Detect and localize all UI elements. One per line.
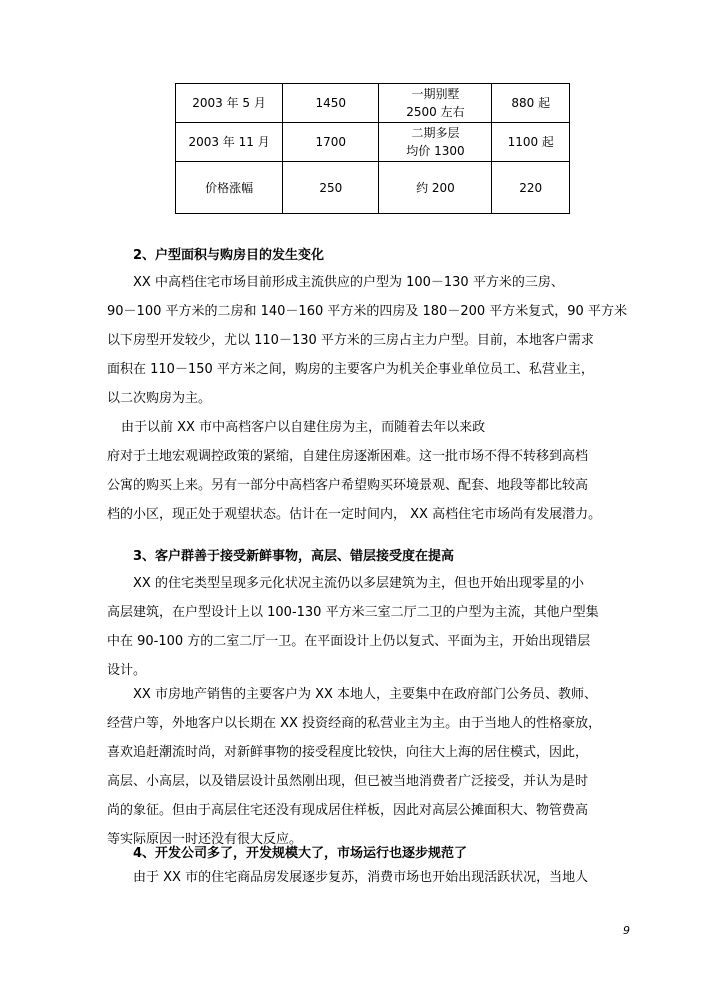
text-line: 尚的象征。但由于高层住宅还没有现成居住样板，因此对高层公摊面积大、物管费高: [107, 803, 589, 818]
text-line: 公寓的购买上来。另有一部分中高档客户希望购买环境景观、配套、地段等都比较高: [107, 478, 589, 493]
text-line: 由于 XX 市的住宅商品房发展逐步复苏，消费市场也开始出现活跃状况，当地人: [133, 870, 589, 885]
section-heading: 2、户型面积与购房目的发生变化: [133, 248, 325, 263]
section-3-body-2: [107, 680, 627, 854]
section-3: [107, 545, 627, 569]
text-line: 等实际原因一时还没有很大反应。: [107, 832, 303, 847]
text-line: 中在 90-100 方的二室二厅一卫。在平面设计上仍以复式、平面为主，开始出现错层: [107, 634, 591, 649]
table-row: [176, 162, 570, 214]
text-line: 由于以前 XX 市中高档客户以自建住房为主，而随着去年以来政: [121, 420, 486, 435]
table-cell: [379, 162, 492, 214]
price-table: [175, 83, 570, 214]
table-row: [176, 84, 570, 123]
text-line: 经营户等，外地客户以长期在 XX 投资经商的私营业主为主。由于当地人的性格豪放，: [107, 716, 602, 731]
page-number: 9: [623, 924, 630, 937]
text-line: 档的小区，现正处于观望状态。估计在一定时间内， XX 高档住宅市场尚有发展潜力。: [107, 507, 602, 522]
section-4-body: [107, 863, 627, 892]
section-heading: 3、客户群善于接受新鲜事物，高层、错层接受度在提高: [133, 549, 455, 564]
text-line: 高层建筑，在户型设计上以 100-130 平方米三室二厅二卫的户型为主流，其他户型集: [107, 605, 599, 620]
table-cell-date: 2003 年 11 月: [176, 123, 283, 162]
table-row: [176, 123, 570, 162]
paragraph: [107, 863, 627, 892]
table-cell: 250: [283, 162, 379, 214]
text-line: XX 中高档住宅市场目前形成主流供应的户型为 100－130 平方米的三房、: [133, 275, 564, 290]
paragraph: [107, 680, 627, 854]
table-cell-label: 价格涨幅: [176, 162, 283, 214]
table-cell: 1700: [283, 123, 379, 162]
table-cell-date: 2003 年 5 月: [176, 84, 283, 123]
table-cell: 1450: [283, 84, 379, 123]
table-cell: 880 起: [492, 84, 570, 123]
section-3-body: [107, 569, 627, 685]
table-cell-line: 2500 左右: [406, 105, 465, 119]
section-2: [107, 244, 627, 268]
text-line: XX 市房地产销售的主要客户为 XX 本地人，主要集中在政府部门公务员、教师、: [133, 687, 598, 702]
text-line: 90－100 平方米的二房和 140－160 平方米的四房及 180－200 平方米复式，90 平方米: [107, 304, 627, 319]
text-line: XX 的住宅类型呈现多元化状况主流仍以多层建筑为主，但也开始出现零星的小: [133, 576, 584, 591]
section-2-body: [107, 268, 627, 529]
table-cell-line: 均价 1300: [406, 144, 465, 158]
text-line: 以二次购房为主。: [107, 391, 212, 406]
paragraph: [107, 268, 627, 413]
table-cell-line: 二期多层: [411, 126, 460, 140]
table-cell: 1100 起: [492, 123, 570, 162]
text-line: 府对于土地宏观调控政策的紧缩，自建住房逐渐困难。这一批市场不得不转移到高档: [107, 449, 589, 464]
text-line: 设计。: [107, 663, 147, 678]
table-cell-line: 约 200: [416, 180, 455, 195]
text-line: 喜欢追赶潮流时尚，对新鲜事物的接受程度比较快，向往大上海的居住模式，因此，: [107, 745, 589, 760]
table-cell: [379, 84, 492, 123]
section-heading: 4、开发公司多了，开发规模大了，市场运行也逐步规范了: [133, 846, 468, 861]
paragraph: [107, 569, 627, 685]
text-line: 面积在 110－150 平方米之间，购房的主要客户为机关企事业单位员工、私营业主，: [107, 362, 594, 377]
text-line: 高层、小高层，以及错层设计虽然刚出现，但已被当地消费者广泛接受，并认为是时: [107, 774, 589, 789]
table-cell-line: 一期别墅: [411, 87, 460, 101]
table-cell: [379, 123, 492, 162]
paragraph: [107, 413, 627, 529]
text-line: 以下房型开发较少，尤以 110－130 平方米的三房占主力户型。目前，本地客户需求: [107, 333, 594, 348]
table-cell: 220: [492, 162, 570, 214]
